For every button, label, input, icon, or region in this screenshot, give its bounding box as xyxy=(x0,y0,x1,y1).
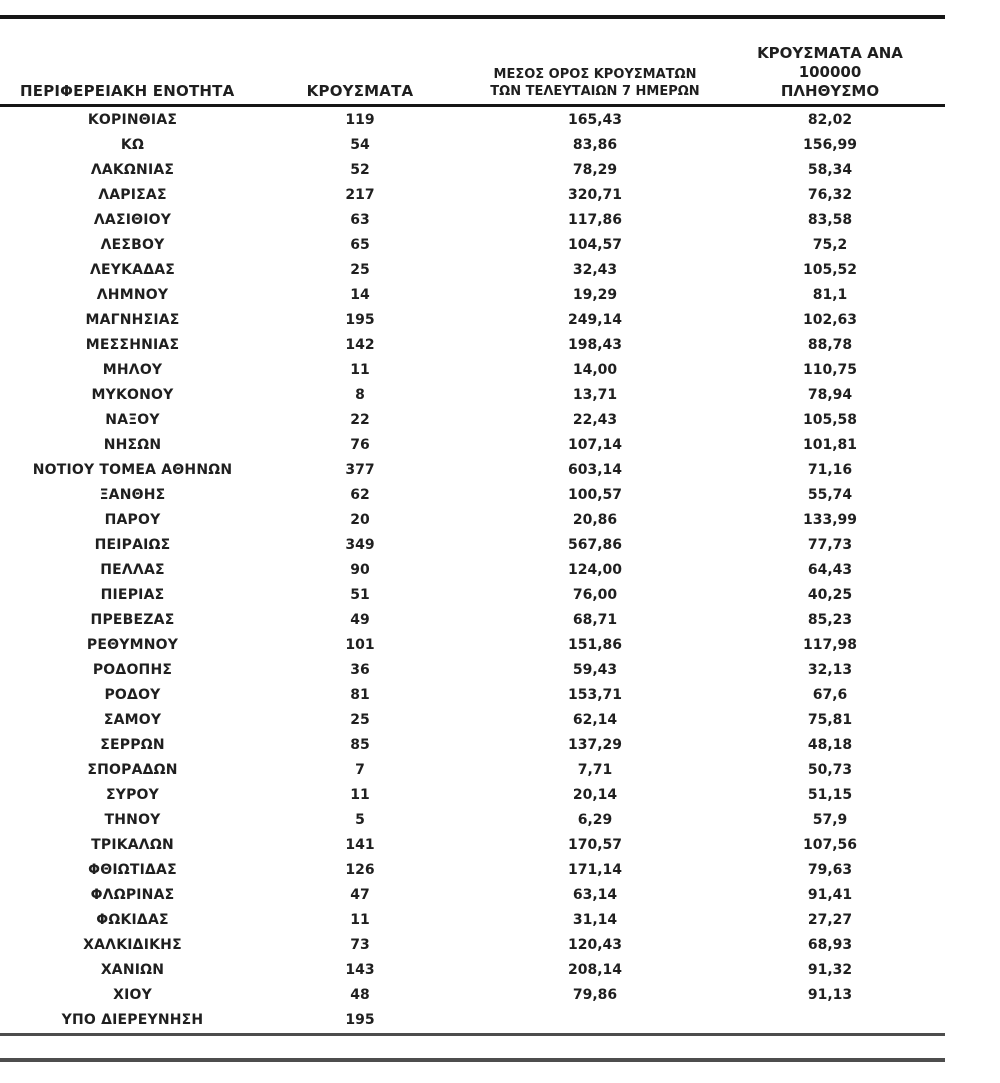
table-row xyxy=(0,233,925,258)
table-row xyxy=(0,808,925,833)
table-row xyxy=(0,508,925,533)
table-row xyxy=(0,333,925,358)
avg7-cell: 320,71 xyxy=(567,187,623,203)
avg7-cell: 107,14 xyxy=(567,437,623,453)
cases-cell: 142 xyxy=(345,337,375,353)
cases-cell: 349 xyxy=(345,537,375,553)
table-row xyxy=(0,658,925,683)
avg7-cell: 68,71 xyxy=(572,612,618,628)
per100k-cell: 83,58 xyxy=(807,212,853,228)
table-row xyxy=(0,733,925,758)
cases-cell: 49 xyxy=(350,612,370,628)
per100k-cell: 75,2 xyxy=(812,237,848,253)
per100k-cell: 48,18 xyxy=(807,737,853,753)
cases-cell: 36 xyxy=(350,662,370,678)
table-row xyxy=(0,583,925,608)
region-cell: ΤΡΙΚΑΛΩΝ xyxy=(91,837,174,853)
column-header-avg7-line1: ΜΕΣΟΣ ΟΡΟΣ ΚΡΟΥΣΜΑΤΩΝ xyxy=(493,67,697,82)
table-row xyxy=(0,433,925,458)
region-cell: ΚΩ xyxy=(120,137,145,153)
region-cell: ΣΥΡΟΥ xyxy=(105,787,159,803)
cases-cell: 51 xyxy=(350,587,370,603)
table-row xyxy=(0,783,925,808)
cases-cell: 76 xyxy=(350,437,370,453)
region-cell: ΠΙΕΡΙΑΣ xyxy=(100,587,165,603)
region-cell: ΛΑΚΩΝΙΑΣ xyxy=(90,162,175,178)
avg7-cell: 79,86 xyxy=(572,987,618,1003)
avg7-cell: 19,29 xyxy=(572,287,618,303)
table-row xyxy=(0,358,925,383)
cases-cell: 54 xyxy=(350,137,370,153)
table-row xyxy=(0,533,925,558)
avg7-cell: 20,86 xyxy=(572,512,618,528)
table-bottom-rule xyxy=(0,1033,945,1036)
avg7-cell: 104,57 xyxy=(567,237,623,253)
per100k-cell: 58,34 xyxy=(807,162,853,178)
avg7-cell: 59,43 xyxy=(572,662,618,678)
column-header-cases: ΚΡΟΥΣΜΑΤΑ xyxy=(306,82,414,100)
table-row xyxy=(0,708,925,733)
region-cell: ΛΑΡΙΣΑΣ xyxy=(98,187,167,203)
table-row xyxy=(0,958,925,983)
page-bottom-rule xyxy=(0,1058,945,1062)
per100k-cell: 50,73 xyxy=(807,762,853,778)
region-cell: ΣΑΜΟΥ xyxy=(103,712,162,728)
avg7-cell: 14,00 xyxy=(572,362,618,378)
table-row xyxy=(0,908,925,933)
avg7-cell: 62,14 xyxy=(572,712,618,728)
per100k-cell: 88,78 xyxy=(807,337,853,353)
table-row xyxy=(0,483,925,508)
column-header-avg7-line2: ΤΩΝ ΤΕΛΕΥΤΑΙΩΝ 7 ΗΜΕΡΩΝ xyxy=(490,84,700,99)
avg7-cell: 78,29 xyxy=(572,162,618,178)
per100k-cell: 64,43 xyxy=(807,562,853,578)
avg7-cell: 20,14 xyxy=(572,787,618,803)
table-row xyxy=(0,558,925,583)
avg7-cell: 6,29 xyxy=(577,812,613,828)
table-row xyxy=(0,183,925,208)
table-row xyxy=(0,283,925,308)
per100k-cell: 78,94 xyxy=(807,387,853,403)
region-cell: ΝΟΤΙΟΥ ΤΟΜΕΑ ΑΘΗΝΩΝ xyxy=(32,462,233,478)
avg7-cell: 83,86 xyxy=(572,137,618,153)
region-cell: ΠΡΕΒΕΖΑΣ xyxy=(90,612,175,628)
cases-cell: 47 xyxy=(350,887,370,903)
region-cell: ΛΗΜΝΟΥ xyxy=(96,287,169,303)
cases-cell: 14 xyxy=(350,287,370,303)
avg7-cell: 124,00 xyxy=(567,562,623,578)
cases-cell: 25 xyxy=(350,262,370,278)
header-underline-rule xyxy=(0,104,945,107)
cases-cell: 73 xyxy=(350,937,370,953)
avg7-cell: 208,14 xyxy=(567,962,623,978)
avg7-cell: 32,43 xyxy=(572,262,618,278)
table-row xyxy=(0,983,925,1008)
per100k-cell: 105,58 xyxy=(802,412,858,428)
region-cell: ΞΑΝΘΗΣ xyxy=(99,487,166,503)
avg7-cell: 22,43 xyxy=(572,412,618,428)
cases-cell: 377 xyxy=(345,462,375,478)
table-row xyxy=(0,108,925,133)
cases-cell: 25 xyxy=(350,712,370,728)
per100k-cell: 67,6 xyxy=(812,687,848,703)
table-row xyxy=(0,208,925,233)
cases-cell: 22 xyxy=(350,412,370,428)
avg7-cell: 63,14 xyxy=(572,887,618,903)
per100k-cell: 76,32 xyxy=(807,187,853,203)
table-row xyxy=(0,408,925,433)
per100k-cell: 77,73 xyxy=(807,537,853,553)
region-cell: ΤΗΝΟΥ xyxy=(104,812,161,828)
table-row xyxy=(0,883,925,908)
cases-cell: 81 xyxy=(350,687,370,703)
table-row xyxy=(0,158,925,183)
per100k-cell: 117,98 xyxy=(802,637,858,653)
per100k-cell: 57,9 xyxy=(812,812,848,828)
column-header-per100k-line1: ΚΡΟΥΣΜΑΤΑ ΑΝΑ 100000 xyxy=(757,44,903,81)
per100k-cell: 82,02 xyxy=(807,112,853,128)
per100k-cell: 81,1 xyxy=(812,287,848,303)
table-row xyxy=(0,458,925,483)
cases-cell: 143 xyxy=(345,962,375,978)
per100k-cell: 110,75 xyxy=(802,362,858,378)
per100k-cell: 91,32 xyxy=(807,962,853,978)
region-cell: ΣΠΟΡΑΔΩΝ xyxy=(87,762,178,778)
cases-cell: 11 xyxy=(350,912,370,928)
per100k-cell: 101,81 xyxy=(802,437,858,453)
avg7-cell: 7,71 xyxy=(577,762,613,778)
cases-cell: 85 xyxy=(350,737,370,753)
avg7-cell: 170,57 xyxy=(567,837,623,853)
region-cell: ΚΟΡΙΝΘΙΑΣ xyxy=(87,112,178,128)
avg7-cell: 151,86 xyxy=(567,637,623,653)
per100k-cell: 105,52 xyxy=(802,262,858,278)
cases-cell: 11 xyxy=(350,787,370,803)
cases-cell: 52 xyxy=(350,162,370,178)
avg7-cell: 31,14 xyxy=(572,912,618,928)
table-row xyxy=(0,683,925,708)
avg7-cell: 13,71 xyxy=(572,387,618,403)
cases-cell: 8 xyxy=(355,387,365,403)
avg7-cell: 137,29 xyxy=(567,737,623,753)
avg7-cell: 100,57 xyxy=(567,487,623,503)
cases-cell: 11 xyxy=(350,362,370,378)
region-cell: ΠΕΙΡΑΙΩΣ xyxy=(94,537,171,553)
column-header-per100k xyxy=(735,44,925,102)
region-cell: ΡΟΔΟΥ xyxy=(104,687,161,703)
per100k-cell: 133,99 xyxy=(802,512,858,528)
cases-cell: 141 xyxy=(345,837,375,853)
region-cell: ΡΕΘΥΜΝΟΥ xyxy=(86,637,179,653)
cases-cell: 63 xyxy=(350,212,370,228)
region-cell: ΜΗΛΟΥ xyxy=(102,362,163,378)
cases-cell: 7 xyxy=(355,762,365,778)
per100k-cell: 51,15 xyxy=(807,787,853,803)
per100k-cell: 91,41 xyxy=(807,887,853,903)
region-cell: ΦΘΙΩΤΙΔΑΣ xyxy=(88,862,177,878)
table-row xyxy=(0,133,925,158)
avg7-cell: 165,43 xyxy=(567,112,623,128)
region-cell: ΜΕΣΣΗΝΙΑΣ xyxy=(85,337,180,353)
avg7-cell: 153,71 xyxy=(567,687,623,703)
table-row xyxy=(0,1008,925,1033)
avg7-cell xyxy=(455,1008,735,1033)
region-cell: ΛΕΣΒΟΥ xyxy=(100,237,165,253)
cases-cell: 126 xyxy=(345,862,375,878)
cases-cell: 20 xyxy=(350,512,370,528)
cases-cell: 119 xyxy=(345,112,375,128)
per100k-cell: 91,13 xyxy=(807,987,853,1003)
region-cell: ΝΗΣΩΝ xyxy=(103,437,162,453)
cases-cell: 101 xyxy=(345,637,375,653)
cases-cell: 5 xyxy=(355,812,365,828)
region-cell: ΧΑΝΙΩΝ xyxy=(100,962,165,978)
per100k-cell: 156,99 xyxy=(802,137,858,153)
avg7-cell: 603,14 xyxy=(567,462,623,478)
avg7-cell: 171,14 xyxy=(567,862,623,878)
region-cell: ΜΥΚΟΝΟΥ xyxy=(91,387,174,403)
per100k-cell: 79,63 xyxy=(807,862,853,878)
region-cell: ΥΠΟ ΔΙΕΡΕΥΝΗΣΗ xyxy=(61,1012,204,1028)
cases-cell: 65 xyxy=(350,237,370,253)
per100k-cell: 85,23 xyxy=(807,612,853,628)
column-header-per100k-line2: ΠΛΗΘΥΣΜΟ xyxy=(780,82,880,100)
table-row xyxy=(0,608,925,633)
avg7-cell: 76,00 xyxy=(572,587,618,603)
region-cell: ΦΛΩΡΙΝΑΣ xyxy=(90,887,175,903)
cases-cell: 62 xyxy=(350,487,370,503)
region-cell: ΜΑΓΝΗΣΙΑΣ xyxy=(85,312,180,328)
per100k-cell: 75,81 xyxy=(807,712,853,728)
avg7-cell: 198,43 xyxy=(567,337,623,353)
per100k-cell: 55,74 xyxy=(807,487,853,503)
table-row xyxy=(0,858,925,883)
avg7-cell: 117,86 xyxy=(567,212,623,228)
top-rule xyxy=(0,15,945,19)
region-cell: ΡΟΔΟΠΗΣ xyxy=(92,662,173,678)
region-cell: ΧΙΟΥ xyxy=(113,987,152,1003)
column-header-avg7 xyxy=(455,66,735,102)
avg7-cell: 249,14 xyxy=(567,312,623,328)
region-cell: ΣΕΡΡΩΝ xyxy=(100,737,165,753)
region-cell: ΝΑΞΟΥ xyxy=(105,412,160,428)
per100k-cell: 68,93 xyxy=(807,937,853,953)
avg7-cell: 120,43 xyxy=(567,937,623,953)
region-cell: ΦΩΚΙΔΑΣ xyxy=(96,912,169,928)
per100k-cell: 71,16 xyxy=(807,462,853,478)
cases-cell: 90 xyxy=(350,562,370,578)
table-row xyxy=(0,633,925,658)
per100k-cell: 40,25 xyxy=(807,587,853,603)
region-cell: ΠΑΡΟΥ xyxy=(104,512,161,528)
table-row xyxy=(0,383,925,408)
region-cell: ΧΑΛΚΙΔΙΚΗΣ xyxy=(83,937,182,953)
table-row xyxy=(0,833,925,858)
cases-cell: 217 xyxy=(345,187,375,203)
per100k-cell: 102,63 xyxy=(802,312,858,328)
cases-cell: 48 xyxy=(350,987,370,1003)
table-body xyxy=(0,108,925,1033)
region-cell: ΛΕΥΚΑΔΑΣ xyxy=(89,262,176,278)
column-header-region: ΠΕΡΙΦΕΡΕΙΑΚΗ ΕΝΟΤΗΤΑ xyxy=(20,82,235,100)
per100k-cell xyxy=(735,1008,925,1033)
region-cell: ΠΕΛΛΑΣ xyxy=(100,562,165,578)
cases-cell: 195 xyxy=(345,1012,375,1028)
table-row xyxy=(0,258,925,283)
region-cell: ΛΑΣΙΘΙΟΥ xyxy=(93,212,172,228)
cases-cell: 195 xyxy=(345,312,375,328)
table-row xyxy=(0,758,925,783)
per100k-cell: 107,56 xyxy=(802,837,858,853)
per100k-cell: 27,27 xyxy=(807,912,853,928)
avg7-cell: 567,86 xyxy=(567,537,623,553)
table-row xyxy=(0,933,925,958)
per100k-cell: 32,13 xyxy=(807,662,853,678)
table-row xyxy=(0,308,925,333)
table-header-row xyxy=(0,44,925,102)
